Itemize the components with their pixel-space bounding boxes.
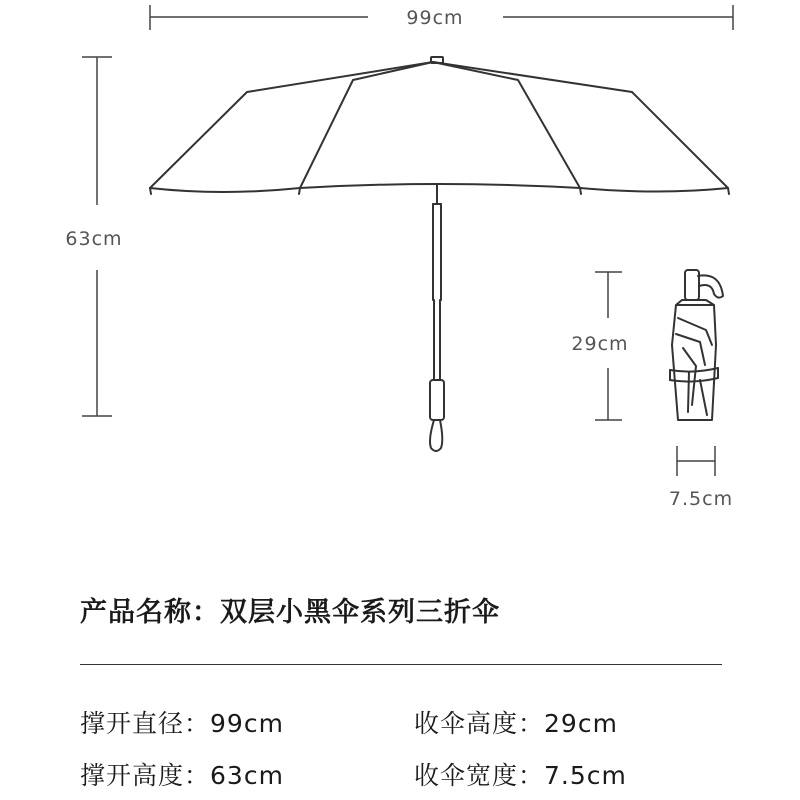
folded-height-label: 29cm bbox=[571, 333, 629, 355]
product-name: 产品名称：双层小黑伞系列三折伞 bbox=[80, 597, 500, 628]
spec-value: 7.5cm bbox=[544, 761, 627, 790]
spec-label: 撑开高度： bbox=[80, 761, 211, 790]
folded-width-dimension bbox=[677, 446, 715, 476]
spec-folded-width bbox=[414, 756, 627, 792]
folded-umbrella-drawing bbox=[670, 270, 723, 420]
height-label: 63cm bbox=[65, 228, 123, 250]
spec-value: 99cm bbox=[210, 709, 284, 738]
open-umbrella-drawing bbox=[150, 57, 729, 451]
spec-value: 63cm bbox=[210, 761, 284, 790]
spec-folded-height bbox=[414, 704, 618, 740]
spec-open-height bbox=[80, 756, 284, 792]
spec-value: 29cm bbox=[544, 709, 618, 738]
spec-label: 撑开直径： bbox=[80, 709, 211, 738]
spec-label: 收伞宽度： bbox=[414, 761, 545, 790]
spec-label: 收伞高度： bbox=[414, 709, 545, 738]
spec-open-diameter bbox=[80, 704, 284, 740]
width-label: 99cm bbox=[406, 7, 464, 29]
folded-width-label: 7.5cm bbox=[668, 488, 734, 510]
divider bbox=[80, 664, 722, 665]
